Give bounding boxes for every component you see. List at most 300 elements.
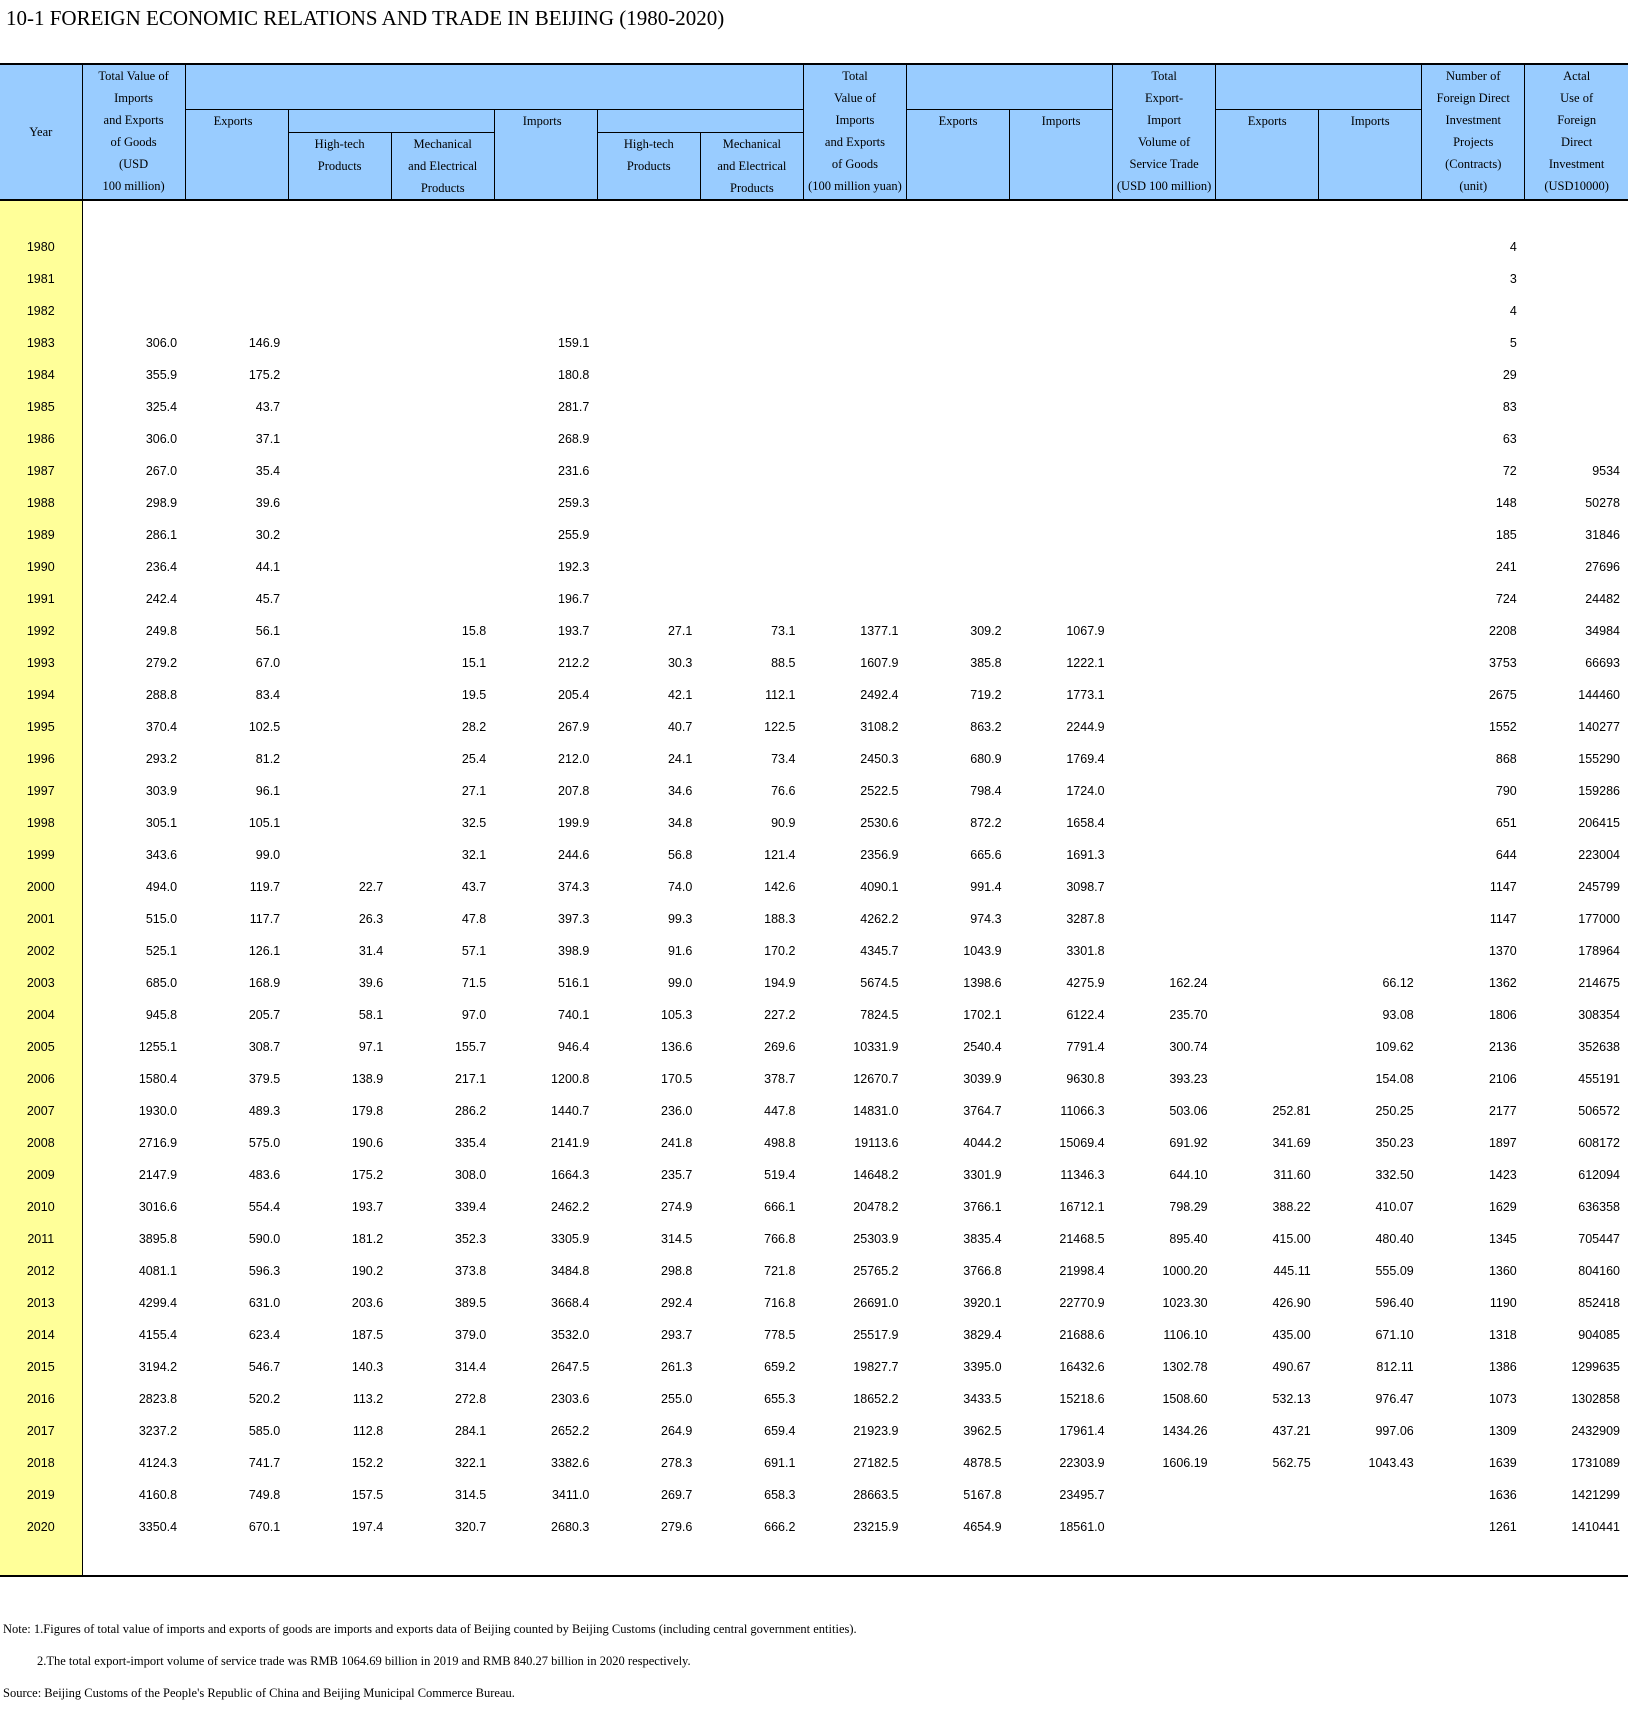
value-cell: 904085: [1578, 1327, 1620, 1342]
value-cell: [597, 583, 700, 615]
value-cell: [1216, 711, 1319, 743]
value-cell: 480.40: [1375, 1231, 1414, 1246]
value-cell: 3895.8: [138, 1231, 178, 1246]
value-cell: 719.2: [970, 687, 1002, 702]
page-title: 10-1 FOREIGN ECONOMIC RELATIONS AND TRADE IN BEIJING (1980-2020): [6, 6, 725, 30]
value-cell: 97.0: [461, 1007, 487, 1022]
value-cell: [1010, 391, 1113, 423]
value-cell: 236.0: [661, 1103, 693, 1118]
value-cell: [1113, 711, 1216, 743]
value-cell: 2136: [1488, 1039, 1517, 1054]
table-row: [0, 1127, 1628, 1159]
year-cell: 1992: [0, 615, 82, 647]
value-cell: 9630.8: [1066, 1071, 1105, 1086]
value-cell: 685.0: [145, 975, 178, 990]
value-cell: 644: [1495, 847, 1517, 862]
value-cell: 332.50: [1375, 1167, 1414, 1182]
value-cell: 494.0: [145, 879, 178, 894]
value-cell: 721.8: [764, 1263, 796, 1278]
value-cell: 426.90: [1272, 1295, 1311, 1310]
value-cell: 99.3: [667, 911, 693, 926]
value-cell: 212.0: [558, 751, 590, 766]
value-cell: [391, 455, 494, 487]
header-total-goods-usd-line: 100 million): [102, 179, 165, 193]
value-cell: [803, 487, 906, 519]
value-cell: 21923.9: [853, 1423, 899, 1438]
value-cell: 236.4: [145, 559, 178, 574]
header-exports-mech: [391, 132, 494, 199]
value-cell: [1319, 1479, 1422, 1511]
value-cell: [1319, 839, 1422, 871]
value-cell: 1200.8: [551, 1071, 590, 1086]
value-cell: [1216, 1511, 1319, 1543]
value-cell: [391, 423, 494, 455]
value-cell: 3016.6: [138, 1199, 178, 1214]
value-cell: [700, 551, 803, 583]
notes-section: [3, 1613, 857, 1709]
header-fdi-projects-line: (Contracts): [1445, 157, 1502, 171]
value-cell: [700, 231, 803, 263]
trade-table-container: [0, 63, 1628, 1577]
value-cell: [1319, 743, 1422, 775]
value-cell: 205.4: [558, 687, 590, 702]
value-cell: 102.5: [248, 719, 281, 734]
value-cell: 14831.0: [853, 1103, 899, 1118]
year-cell: 2012: [0, 1255, 82, 1287]
value-cell: [1113, 743, 1216, 775]
value-cell: 490.67: [1272, 1359, 1311, 1374]
value-cell: 83: [1502, 399, 1517, 414]
header-service-trade-line: Volume of: [1138, 135, 1191, 149]
value-cell: 26.3: [358, 911, 384, 926]
value-cell: [1319, 391, 1422, 423]
value-cell: [906, 295, 1009, 327]
value-cell: 269.7: [661, 1487, 693, 1502]
value-cell: [803, 423, 906, 455]
value-cell: 5674.5: [860, 975, 899, 990]
value-cell: 314.5: [661, 1231, 693, 1246]
value-cell: [288, 711, 391, 743]
value-cell: 119.7: [249, 879, 281, 894]
header-imports-hightech: [597, 132, 700, 199]
year-cell: 1998: [0, 807, 82, 839]
value-cell: [1113, 871, 1216, 903]
spacer-cell: [1422, 1543, 1525, 1576]
year-cell: 2018: [0, 1447, 82, 1479]
spacer-cell: [700, 200, 803, 231]
value-cell: 991.4: [970, 879, 1002, 894]
value-cell: 159286: [1578, 783, 1620, 798]
header-service-trade-line: Export-: [1145, 91, 1184, 105]
value-cell: 19113.6: [854, 1135, 899, 1150]
value-cell: 32.5: [461, 815, 487, 830]
value-cell: 1731089: [1571, 1455, 1620, 1470]
value-cell: 2450.3: [860, 751, 899, 766]
spacer-cell: [185, 1543, 288, 1576]
value-cell: 162.24: [1169, 975, 1208, 990]
value-cell: [803, 391, 906, 423]
spacer-cell: [1216, 200, 1319, 231]
value-cell: 1147: [1489, 879, 1517, 894]
value-cell: [1113, 1511, 1216, 1543]
value-cell: [700, 391, 803, 423]
value-cell: 67.0: [255, 655, 281, 670]
value-cell: 96.1: [255, 783, 281, 798]
value-cell: 370.4: [145, 719, 178, 734]
value-cell: 37.1: [255, 431, 281, 446]
header-exports-hightech: [288, 132, 391, 199]
value-cell: 498.8: [764, 1135, 796, 1150]
value-cell: 1190: [1489, 1295, 1517, 1310]
header-imports-total-cell: [494, 132, 597, 199]
value-cell: 3098.7: [1066, 879, 1105, 894]
value-cell: [597, 295, 700, 327]
value-cell: [185, 231, 288, 263]
value-cell: 308354: [1578, 1007, 1620, 1022]
value-cell: 73.4: [771, 751, 796, 766]
value-cell: 21998.4: [1059, 1263, 1105, 1278]
value-cell: 2647.5: [551, 1359, 590, 1374]
table-row: [0, 1479, 1628, 1511]
table-row: [0, 231, 1628, 263]
value-cell: 272.8: [454, 1391, 487, 1406]
table-row: [0, 1159, 1628, 1191]
value-cell: [82, 295, 185, 327]
value-cell: 680.9: [970, 751, 1002, 766]
value-cell: [1319, 487, 1422, 519]
value-cell: [1216, 263, 1319, 295]
value-cell: 2356.9: [860, 847, 899, 862]
value-cell: 2540.4: [963, 1039, 1002, 1054]
value-cell: 555.09: [1375, 1263, 1414, 1278]
value-cell: [1319, 711, 1422, 743]
value-cell: 1606.19: [1162, 1455, 1208, 1470]
header-fdi-use-line: Direct: [1561, 135, 1593, 149]
value-cell: 1043.9: [963, 943, 1002, 958]
year-cell: 2015: [0, 1351, 82, 1383]
value-cell: 4090.1: [860, 879, 899, 894]
value-cell: 83.4: [255, 687, 281, 702]
value-cell: [1319, 903, 1422, 935]
value-cell: [597, 423, 700, 455]
value-cell: 113.2: [352, 1391, 384, 1406]
value-cell: 1434.26: [1162, 1423, 1208, 1438]
value-cell: [288, 615, 391, 647]
value-cell: [1216, 999, 1319, 1031]
value-cell: 42.1: [667, 687, 693, 702]
value-cell: [1216, 231, 1319, 263]
year-cell: 1994: [0, 679, 82, 711]
value-cell: [288, 487, 391, 519]
spacer-cell: [1422, 200, 1525, 231]
value-cell: 15218.6: [1059, 1391, 1105, 1406]
value-cell: 1702.1: [963, 1007, 1002, 1022]
value-cell: 4044.2: [963, 1135, 1002, 1150]
value-cell: [1010, 295, 1113, 327]
value-cell: 25.4: [461, 751, 487, 766]
value-cell: [1113, 903, 1216, 935]
value-cell: 3039.9: [963, 1071, 1002, 1086]
value-cell: 976.47: [1375, 1391, 1414, 1406]
value-cell: [1216, 487, 1319, 519]
value-cell: 2177: [1488, 1103, 1517, 1118]
value-cell: 140.3: [351, 1359, 384, 1374]
year-cell: 1980: [0, 231, 82, 263]
value-cell: 205.7: [248, 1007, 281, 1022]
header-total-goods-yuan-line: Total: [842, 69, 868, 83]
value-cell: [1010, 327, 1113, 359]
value-cell: 4155.4: [138, 1327, 178, 1342]
value-cell: 159.1: [558, 335, 590, 350]
value-cell: 945.8: [145, 1007, 178, 1022]
header-imports-mech-line: and Electrical: [717, 158, 787, 173]
header-service-exports: Exports: [1216, 110, 1319, 199]
value-cell: 4081.1: [138, 1263, 178, 1278]
value-cell: 11066.3: [1060, 1103, 1105, 1118]
value-cell: 17961.4: [1059, 1423, 1105, 1438]
value-cell: 97.1: [358, 1039, 384, 1054]
year-cell: 2008: [0, 1127, 82, 1159]
value-cell: [288, 455, 391, 487]
header-exports-mech-line: Mechanical: [413, 136, 472, 151]
header-service-trade-line: Total: [1151, 69, 1177, 83]
value-cell: 255.0: [661, 1391, 693, 1406]
value-cell: 790: [1495, 783, 1517, 798]
header-imports-mech-line: Products: [730, 180, 774, 195]
value-cell: 269.6: [764, 1039, 796, 1054]
value-cell: [288, 295, 391, 327]
value-cell: [288, 775, 391, 807]
header-imports-hightech-line: Products: [626, 158, 671, 173]
value-cell: 546.7: [248, 1359, 281, 1374]
table-row: [0, 1287, 1628, 1319]
value-cell: [1010, 487, 1113, 519]
header-imports-mech-line: Mechanical: [722, 136, 782, 151]
value-cell: 105.1: [248, 815, 281, 830]
value-cell: 22770.9: [1059, 1295, 1105, 1310]
spacer-cell: [288, 200, 391, 231]
value-cell: [1319, 807, 1422, 839]
value-cell: [1113, 775, 1216, 807]
table-row: [0, 775, 1628, 807]
value-cell: [700, 423, 803, 455]
value-cell: [391, 391, 494, 423]
value-cell: [700, 455, 803, 487]
value-cell: 27696: [1585, 559, 1620, 574]
value-cell: 25303.9: [853, 1231, 899, 1246]
value-cell: 1023.30: [1162, 1295, 1208, 1310]
value-cell: [288, 423, 391, 455]
value-cell: 1639: [1488, 1455, 1517, 1470]
value-cell: 255.9: [558, 527, 590, 542]
value-cell: 2462.2: [551, 1199, 590, 1214]
value-cell: 503.06: [1169, 1103, 1208, 1118]
value-cell: [288, 839, 391, 871]
value-cell: 21468.5: [1059, 1231, 1105, 1246]
value-cell: 608172: [1578, 1135, 1620, 1150]
value-cell: 152.2: [351, 1455, 384, 1470]
spacer-cell: [494, 200, 597, 231]
value-cell: [82, 231, 185, 263]
value-cell: 63: [1502, 431, 1517, 446]
value-cell: [1319, 935, 1422, 967]
value-cell: 90.9: [771, 815, 796, 830]
value-cell: [391, 231, 494, 263]
value-cell: 852418: [1578, 1295, 1620, 1310]
table-row: [0, 455, 1628, 487]
value-cell: 379.0: [454, 1327, 487, 1342]
value-cell: 121.4: [764, 847, 796, 862]
value-cell: [1216, 935, 1319, 967]
header-exports-mech-line: Products: [420, 180, 465, 195]
value-cell: 2141.9: [551, 1135, 590, 1150]
value-cell: 1073: [1488, 1391, 1517, 1406]
value-cell: 1930.0: [138, 1103, 178, 1118]
value-cell: 314.5: [454, 1487, 487, 1502]
value-cell: [1113, 327, 1216, 359]
value-cell: 31.4: [358, 943, 384, 958]
value-cell: [1319, 647, 1422, 679]
value-cell: 1421299: [1571, 1487, 1620, 1502]
value-cell: 415.00: [1272, 1231, 1311, 1246]
table-row: [0, 999, 1628, 1031]
value-cell: [906, 391, 1009, 423]
value-cell: 1302.78: [1162, 1359, 1208, 1374]
table-row: [0, 295, 1628, 327]
value-cell: [288, 391, 391, 423]
value-cell: 2147.9: [138, 1167, 178, 1182]
value-cell: [1113, 839, 1216, 871]
value-cell: 278.3: [661, 1455, 693, 1470]
value-cell: 3382.6: [551, 1455, 590, 1470]
value-cell: [288, 519, 391, 551]
value-cell: 516.1: [558, 975, 590, 990]
value-cell: 235.7: [661, 1167, 693, 1182]
table-row: [0, 1063, 1628, 1095]
value-cell: 231.6: [558, 463, 590, 478]
header-total-goods-yuan-line: Imports: [835, 113, 875, 127]
value-cell: 1255.1: [138, 1039, 178, 1054]
value-cell: [1010, 519, 1113, 551]
value-cell: 28663.5: [853, 1487, 899, 1502]
value-cell: [1010, 359, 1113, 391]
header-service-trade: [1113, 64, 1216, 199]
value-cell: [1010, 423, 1113, 455]
table-row: [0, 807, 1628, 839]
header-total-goods-yuan-line: Value of: [833, 91, 876, 105]
value-cell: [1319, 455, 1422, 487]
header-imports-mech: [700, 132, 803, 199]
value-cell: 250.25: [1375, 1103, 1414, 1118]
value-cell: [1319, 551, 1422, 583]
value-cell: 4345.7: [860, 943, 899, 958]
value-cell: [1319, 295, 1422, 327]
value-cell: [700, 519, 803, 551]
value-cell: 612094: [1578, 1167, 1620, 1182]
value-cell: 1309: [1488, 1423, 1517, 1438]
value-cell: 126.1: [248, 943, 281, 958]
value-cell: [1216, 519, 1319, 551]
value-cell: 16712.1: [1059, 1199, 1105, 1214]
value-cell: 812.11: [1376, 1359, 1414, 1374]
value-cell: 227.2: [764, 1007, 796, 1022]
value-cell: 28.2: [461, 719, 487, 734]
value-cell: 4160.8: [138, 1487, 178, 1502]
value-cell: [1525, 295, 1628, 327]
value-cell: 2303.6: [551, 1391, 590, 1406]
value-cell: [1113, 519, 1216, 551]
value-cell: 15.8: [461, 623, 487, 638]
header-fdi-projects: [1422, 64, 1525, 199]
value-cell: 636358: [1578, 1199, 1620, 1214]
value-cell: 766.8: [764, 1231, 796, 1246]
value-cell: 50278: [1585, 495, 1620, 510]
value-cell: [597, 519, 700, 551]
value-cell: 670.1: [248, 1519, 281, 1534]
value-cell: 93.08: [1382, 1007, 1414, 1022]
year-cell: 2017: [0, 1415, 82, 1447]
value-cell: 175.2: [248, 367, 281, 382]
value-cell: 1147: [1489, 911, 1517, 926]
year-cell: 1983: [0, 327, 82, 359]
value-cell: 2106: [1488, 1071, 1517, 1086]
header-total-goods-yuan-line: (100 million yuan): [808, 179, 902, 193]
value-cell: 4299.4: [138, 1295, 178, 1310]
header-total-goods-usd-line: Total Value of: [98, 69, 169, 83]
table-row: [0, 1095, 1628, 1127]
value-cell: [1113, 231, 1216, 263]
value-cell: 16432.6: [1059, 1359, 1105, 1374]
table-row: [0, 1511, 1628, 1543]
header-exports-mech-line: and Electrical: [408, 158, 478, 173]
value-cell: 138.9: [351, 1071, 384, 1086]
table-row: [0, 551, 1628, 583]
value-cell: 339.4: [454, 1199, 487, 1214]
value-cell: 2716.9: [138, 1135, 178, 1150]
value-cell: [906, 263, 1009, 295]
value-cell: 72: [1502, 463, 1517, 478]
value-cell: 1552: [1488, 719, 1517, 734]
value-cell: 355.9: [145, 367, 178, 382]
value-cell: [597, 231, 700, 263]
header-yuan-group-spacer: [906, 64, 1112, 110]
value-cell: 12670.7: [853, 1071, 899, 1086]
value-cell: 1398.6: [963, 975, 1002, 990]
value-cell: [494, 231, 597, 263]
table-header: [0, 64, 1628, 200]
value-cell: [1319, 871, 1422, 903]
value-cell: 320.7: [454, 1519, 487, 1534]
value-cell: 140277: [1578, 719, 1620, 734]
value-cell: 19.5: [461, 687, 487, 702]
value-cell: 1508.60: [1162, 1391, 1208, 1406]
value-cell: [1319, 231, 1422, 263]
value-cell: 741.7: [248, 1455, 281, 1470]
value-cell: 631.0: [248, 1295, 281, 1310]
value-cell: [1216, 551, 1319, 583]
value-cell: 122.5: [764, 719, 796, 734]
value-cell: [1216, 391, 1319, 423]
value-cell: 293.2: [145, 751, 178, 766]
value-cell: 298.9: [145, 495, 178, 510]
table-row: [0, 1351, 1628, 1383]
value-cell: 26691.0: [853, 1295, 899, 1310]
value-cell: 34.6: [667, 783, 693, 798]
value-cell: 27.1: [461, 783, 487, 798]
value-cell: [700, 327, 803, 359]
value-cell: 27182.5: [853, 1455, 899, 1470]
value-cell: 483.6: [248, 1167, 281, 1182]
